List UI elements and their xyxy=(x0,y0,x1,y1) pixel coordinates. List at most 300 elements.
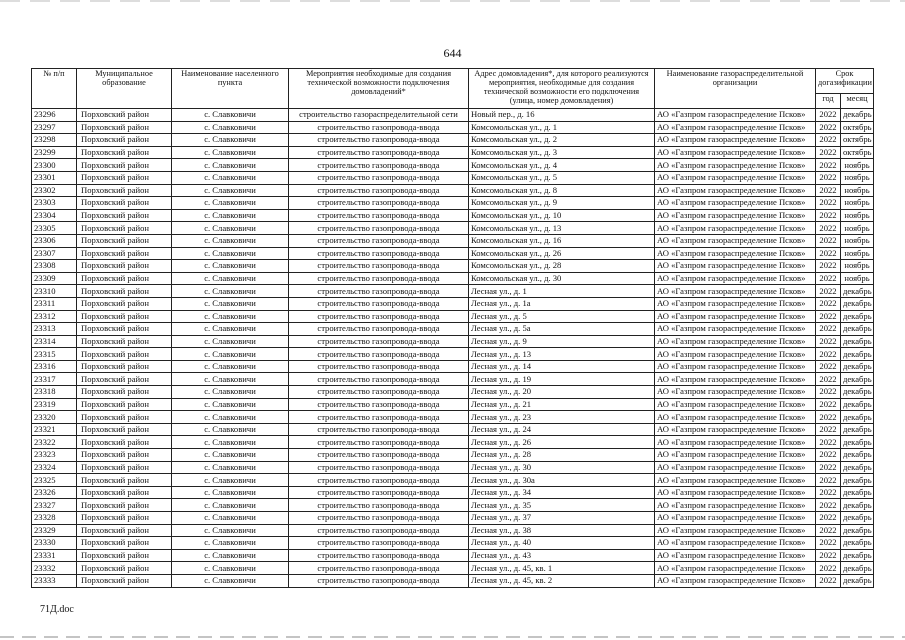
table-row xyxy=(32,272,874,285)
cell-address: Комсомольская ул., д. 8 xyxy=(469,184,655,197)
cell-activity: строительство газораспределительной сети xyxy=(289,109,469,122)
cell-municipality: Порховский район xyxy=(77,335,172,348)
cell-month: декабрь xyxy=(841,461,874,474)
cell-month: ноябрь xyxy=(841,184,874,197)
cell-year: 2022 xyxy=(816,360,841,373)
cell-year: 2022 xyxy=(816,423,841,436)
cell-month: ноябрь xyxy=(841,222,874,235)
cell-municipality: Порховский район xyxy=(77,222,172,235)
cell-month: ноябрь xyxy=(841,197,874,210)
cell-organization: АО «Газпром газораспределение Псков» xyxy=(655,260,816,273)
cell-number: 23320 xyxy=(32,411,77,424)
cell-activity: строительство газопровода-ввода xyxy=(289,335,469,348)
cell-year: 2022 xyxy=(816,373,841,386)
cell-activity: строительство газопровода-ввода xyxy=(289,171,469,184)
cell-organization: АО «Газпром газораспределение Псков» xyxy=(655,474,816,487)
table-row xyxy=(32,512,874,525)
cell-organization: АО «Газпром газораспределение Псков» xyxy=(655,499,816,512)
header-month: месяц xyxy=(841,94,874,109)
cell-activity: строительство газопровода-ввода xyxy=(289,323,469,336)
cell-settlement: с. Славковичи xyxy=(172,260,289,273)
cell-number: 23319 xyxy=(32,398,77,411)
cell-number: 23331 xyxy=(32,549,77,562)
cell-activity: строительство газопровода-ввода xyxy=(289,234,469,247)
cell-municipality: Порховский район xyxy=(77,310,172,323)
cell-month: декабрь xyxy=(841,323,874,336)
cell-settlement: с. Славковичи xyxy=(172,386,289,399)
cell-municipality: Порховский район xyxy=(77,159,172,172)
cell-number: 23297 xyxy=(32,121,77,134)
cell-number: 23322 xyxy=(32,436,77,449)
scan-edge-top xyxy=(0,0,905,2)
cell-number: 23306 xyxy=(32,234,77,247)
cell-municipality: Порховский район xyxy=(77,499,172,512)
cell-municipality: Порховский район xyxy=(77,209,172,222)
cell-address: Лесная ул., д. 26 xyxy=(469,436,655,449)
cell-settlement: с. Славковичи xyxy=(172,398,289,411)
cell-organization: АО «Газпром газораспределение Псков» xyxy=(655,121,816,134)
cell-address: Комсомольская ул., д. 28 xyxy=(469,260,655,273)
cell-number: 23296 xyxy=(32,109,77,122)
table-row xyxy=(32,524,874,537)
table-row xyxy=(32,184,874,197)
cell-month: ноябрь xyxy=(841,171,874,184)
cell-month: декабрь xyxy=(841,398,874,411)
cell-month: декабрь xyxy=(841,537,874,550)
table-body xyxy=(32,109,874,588)
cell-municipality: Порховский район xyxy=(77,461,172,474)
cell-municipality: Порховский район xyxy=(77,386,172,399)
table-row xyxy=(32,310,874,323)
cell-organization: АО «Газпром газораспределение Псков» xyxy=(655,234,816,247)
cell-number: 23312 xyxy=(32,310,77,323)
cell-organization: АО «Газпром газораспределение Псков» xyxy=(655,537,816,550)
cell-number: 23303 xyxy=(32,197,77,210)
footer-filename: 71Д.doc xyxy=(40,604,74,615)
table-row xyxy=(32,562,874,575)
cell-activity: строительство газопровода-ввода xyxy=(289,524,469,537)
cell-organization: АО «Газпром газораспределение Псков» xyxy=(655,209,816,222)
cell-year: 2022 xyxy=(816,121,841,134)
cell-settlement: с. Славковичи xyxy=(172,512,289,525)
cell-month: декабрь xyxy=(841,310,874,323)
table-row xyxy=(32,222,874,235)
table-row xyxy=(32,134,874,147)
cell-address: Лесная ул., д. 5а xyxy=(469,323,655,336)
cell-number: 23308 xyxy=(32,260,77,273)
cell-organization: АО «Газпром газораспределение Псков» xyxy=(655,373,816,386)
cell-address: Новый пер., д. 16 xyxy=(469,109,655,122)
cell-organization: АО «Газпром газораспределение Псков» xyxy=(655,146,816,159)
cell-municipality: Порховский район xyxy=(77,109,172,122)
cell-month: декабрь xyxy=(841,562,874,575)
cell-activity: строительство газопровода-ввода xyxy=(289,398,469,411)
cell-municipality: Порховский район xyxy=(77,197,172,210)
gasification-table xyxy=(31,68,874,588)
cell-activity: строительство газопровода-ввода xyxy=(289,499,469,512)
cell-organization: АО «Газпром газораспределение Псков» xyxy=(655,134,816,147)
table-row xyxy=(32,285,874,298)
cell-number: 23321 xyxy=(32,423,77,436)
cell-settlement: с. Славковичи xyxy=(172,449,289,462)
cell-month: октябрь xyxy=(841,134,874,147)
table-row xyxy=(32,486,874,499)
cell-settlement: с. Славковичи xyxy=(172,109,289,122)
table-row xyxy=(32,537,874,550)
cell-settlement: с. Славковичи xyxy=(172,537,289,550)
table-row xyxy=(32,348,874,361)
cell-address: Лесная ул., д. 34 xyxy=(469,486,655,499)
cell-activity: строительство газопровода-ввода xyxy=(289,260,469,273)
cell-settlement: с. Славковичи xyxy=(172,461,289,474)
cell-address: Лесная ул., д. 38 xyxy=(469,524,655,537)
cell-settlement: с. Славковичи xyxy=(172,549,289,562)
cell-settlement: с. Славковичи xyxy=(172,474,289,487)
cell-organization: АО «Газпром газораспределение Псков» xyxy=(655,297,816,310)
cell-activity: строительство газопровода-ввода xyxy=(289,348,469,361)
header-activities: Мероприятия необходимые для создания технической возможности подключения домовладений* xyxy=(289,69,469,109)
cell-settlement: с. Славковичи xyxy=(172,285,289,298)
cell-activity: строительство газопровода-ввода xyxy=(289,285,469,298)
cell-activity: строительство газопровода-ввода xyxy=(289,449,469,462)
cell-number: 23327 xyxy=(32,499,77,512)
cell-address: Лесная ул., д. 35 xyxy=(469,499,655,512)
cell-settlement: с. Славковичи xyxy=(172,146,289,159)
cell-organization: АО «Газпром газораспределение Псков» xyxy=(655,461,816,474)
cell-year: 2022 xyxy=(816,247,841,260)
cell-address: Комсомольская ул., д. 4 xyxy=(469,159,655,172)
cell-address: Комсомольская ул., д. 5 xyxy=(469,171,655,184)
cell-activity: строительство газопровода-ввода xyxy=(289,272,469,285)
cell-month: октябрь xyxy=(841,146,874,159)
cell-settlement: с. Славковичи xyxy=(172,360,289,373)
cell-month: ноябрь xyxy=(841,159,874,172)
cell-organization: АО «Газпром газораспределение Псков» xyxy=(655,222,816,235)
cell-month: декабрь xyxy=(841,297,874,310)
cell-organization: АО «Газпром газораспределение Псков» xyxy=(655,159,816,172)
cell-activity: строительство газопровода-ввода xyxy=(289,436,469,449)
cell-settlement: с. Славковичи xyxy=(172,423,289,436)
table-row xyxy=(32,574,874,587)
table-row xyxy=(32,423,874,436)
table-row xyxy=(32,436,874,449)
cell-organization: АО «Газпром газораспределение Псков» xyxy=(655,411,816,424)
cell-organization: АО «Газпром газораспределение Псков» xyxy=(655,486,816,499)
cell-month: ноябрь xyxy=(841,234,874,247)
cell-month: декабрь xyxy=(841,449,874,462)
cell-activity: строительство газопровода-ввода xyxy=(289,562,469,575)
cell-organization: АО «Газпром газораспределение Псков» xyxy=(655,272,816,285)
cell-address: Лесная ул., д. 43 xyxy=(469,549,655,562)
cell-month: ноябрь xyxy=(841,272,874,285)
cell-year: 2022 xyxy=(816,184,841,197)
cell-settlement: с. Славковичи xyxy=(172,411,289,424)
cell-municipality: Порховский район xyxy=(77,574,172,587)
cell-activity: строительство газопровода-ввода xyxy=(289,373,469,386)
cell-organization: АО «Газпром газораспределение Псков» xyxy=(655,512,816,525)
cell-year: 2022 xyxy=(816,272,841,285)
cell-number: 23333 xyxy=(32,574,77,587)
cell-organization: АО «Газпром газораспределение Псков» xyxy=(655,247,816,260)
cell-municipality: Порховский район xyxy=(77,297,172,310)
cell-number: 23302 xyxy=(32,184,77,197)
cell-year: 2022 xyxy=(816,297,841,310)
cell-activity: строительство газопровода-ввода xyxy=(289,146,469,159)
cell-organization: АО «Газпром газораспределение Псков» xyxy=(655,562,816,575)
table-row xyxy=(32,197,874,210)
cell-address: Лесная ул., д. 23 xyxy=(469,411,655,424)
cell-number: 23317 xyxy=(32,373,77,386)
cell-month: ноябрь xyxy=(841,260,874,273)
cell-municipality: Порховский район xyxy=(77,562,172,575)
cell-settlement: с. Славковичи xyxy=(172,247,289,260)
cell-organization: АО «Газпром газораспределение Псков» xyxy=(655,449,816,462)
cell-activity: строительство газопровода-ввода xyxy=(289,486,469,499)
cell-address: Комсомольская ул., д. 10 xyxy=(469,209,655,222)
cell-municipality: Порховский район xyxy=(77,449,172,462)
cell-month: декабрь xyxy=(841,512,874,525)
table-row xyxy=(32,373,874,386)
table-row xyxy=(32,234,874,247)
table-row xyxy=(32,323,874,336)
table-row xyxy=(32,461,874,474)
table-row xyxy=(32,247,874,260)
cell-municipality: Порховский район xyxy=(77,549,172,562)
header-organization: Наименование газораспределительной организации xyxy=(655,69,816,109)
cell-number: 23310 xyxy=(32,285,77,298)
cell-number: 23315 xyxy=(32,348,77,361)
cell-municipality: Порховский район xyxy=(77,121,172,134)
cell-number: 23301 xyxy=(32,171,77,184)
cell-month: декабрь xyxy=(841,499,874,512)
cell-number: 23298 xyxy=(32,134,77,147)
cell-number: 23326 xyxy=(32,486,77,499)
cell-address: Лесная ул., д. 40 xyxy=(469,537,655,550)
cell-address: Лесная ул., д. 30 xyxy=(469,461,655,474)
table-row xyxy=(32,171,874,184)
cell-settlement: с. Славковичи xyxy=(172,574,289,587)
cell-municipality: Порховский район xyxy=(77,272,172,285)
cell-municipality: Порховский район xyxy=(77,348,172,361)
cell-year: 2022 xyxy=(816,386,841,399)
cell-activity: строительство газопровода-ввода xyxy=(289,121,469,134)
cell-month: декабрь xyxy=(841,360,874,373)
cell-address: Лесная ул., д. 28 xyxy=(469,449,655,462)
cell-activity: строительство газопровода-ввода xyxy=(289,247,469,260)
cell-year: 2022 xyxy=(816,436,841,449)
cell-address: Комсомольская ул., д. 30 xyxy=(469,272,655,285)
header-settlement: Наименование населенного пункта xyxy=(172,69,289,109)
cell-number: 23316 xyxy=(32,360,77,373)
cell-municipality: Порховский район xyxy=(77,323,172,336)
cell-year: 2022 xyxy=(816,486,841,499)
cell-address: Лесная ул., д. 13 xyxy=(469,348,655,361)
cell-settlement: с. Славковичи xyxy=(172,184,289,197)
cell-activity: строительство газопровода-ввода xyxy=(289,159,469,172)
cell-activity: строительство газопровода-ввода xyxy=(289,310,469,323)
cell-address: Лесная ул., д. 14 xyxy=(469,360,655,373)
cell-organization: АО «Газпром газораспределение Псков» xyxy=(655,436,816,449)
cell-number: 23332 xyxy=(32,562,77,575)
cell-year: 2022 xyxy=(816,159,841,172)
cell-municipality: Порховский район xyxy=(77,436,172,449)
cell-year: 2022 xyxy=(816,474,841,487)
cell-municipality: Порховский район xyxy=(77,360,172,373)
table-row xyxy=(32,398,874,411)
cell-activity: строительство газопровода-ввода xyxy=(289,461,469,474)
cell-year: 2022 xyxy=(816,171,841,184)
cell-month: декабрь xyxy=(841,423,874,436)
cell-address: Комсомольская ул., д. 1 xyxy=(469,121,655,134)
table-row xyxy=(32,411,874,424)
page-number: 644 xyxy=(443,46,462,60)
cell-municipality: Порховский район xyxy=(77,537,172,550)
cell-municipality: Порховский район xyxy=(77,234,172,247)
cell-municipality: Порховский район xyxy=(77,184,172,197)
cell-number: 23304 xyxy=(32,209,77,222)
table-row xyxy=(32,386,874,399)
cell-settlement: с. Славковичи xyxy=(172,134,289,147)
cell-year: 2022 xyxy=(816,323,841,336)
cell-address: Лесная ул., д. 20 xyxy=(469,386,655,399)
cell-year: 2022 xyxy=(816,146,841,159)
scan-edge-bottom xyxy=(0,636,905,638)
table-row xyxy=(32,159,874,172)
cell-municipality: Порховский район xyxy=(77,247,172,260)
cell-number: 23311 xyxy=(32,297,77,310)
cell-address: Комсомольская ул., д. 26 xyxy=(469,247,655,260)
table-row xyxy=(32,499,874,512)
cell-settlement: с. Славковичи xyxy=(172,562,289,575)
cell-number: 23325 xyxy=(32,474,77,487)
cell-month: ноябрь xyxy=(841,247,874,260)
cell-year: 2022 xyxy=(816,537,841,550)
cell-year: 2022 xyxy=(816,109,841,122)
cell-organization: АО «Газпром газораспределение Псков» xyxy=(655,524,816,537)
cell-activity: строительство газопровода-ввода xyxy=(289,549,469,562)
cell-settlement: с. Славковичи xyxy=(172,272,289,285)
cell-activity: строительство газопровода-ввода xyxy=(289,134,469,147)
cell-organization: АО «Газпром газораспределение Псков» xyxy=(655,549,816,562)
header-year: год xyxy=(816,94,841,109)
cell-settlement: с. Славковичи xyxy=(172,499,289,512)
cell-number: 23309 xyxy=(32,272,77,285)
table-row xyxy=(32,260,874,273)
cell-municipality: Порховский район xyxy=(77,474,172,487)
cell-month: ноябрь xyxy=(841,209,874,222)
table-row xyxy=(32,474,874,487)
cell-number: 23299 xyxy=(32,146,77,159)
cell-month: октябрь xyxy=(841,121,874,134)
cell-settlement: с. Славковичи xyxy=(172,159,289,172)
cell-activity: строительство газопровода-ввода xyxy=(289,184,469,197)
cell-settlement: с. Славковичи xyxy=(172,310,289,323)
table-row xyxy=(32,209,874,222)
cell-organization: АО «Газпром газораспределение Псков» xyxy=(655,360,816,373)
cell-settlement: с. Славковичи xyxy=(172,335,289,348)
cell-activity: строительство газопровода-ввода xyxy=(289,197,469,210)
cell-month: декабрь xyxy=(841,436,874,449)
cell-settlement: с. Славковичи xyxy=(172,348,289,361)
cell-number: 23318 xyxy=(32,386,77,399)
cell-address: Комсомольская ул., д. 9 xyxy=(469,197,655,210)
table-row xyxy=(32,121,874,134)
cell-municipality: Порховский район xyxy=(77,512,172,525)
cell-settlement: с. Славковичи xyxy=(172,323,289,336)
cell-year: 2022 xyxy=(816,512,841,525)
cell-year: 2022 xyxy=(816,260,841,273)
cell-settlement: с. Славковичи xyxy=(172,234,289,247)
cell-organization: АО «Газпром газораспределение Псков» xyxy=(655,323,816,336)
cell-address: Комсомольская ул., д. 3 xyxy=(469,146,655,159)
cell-activity: строительство газопровода-ввода xyxy=(289,574,469,587)
cell-activity: строительство газопровода-ввода xyxy=(289,209,469,222)
cell-address: Лесная ул., д. 1а xyxy=(469,297,655,310)
cell-address: Лесная ул., д. 5 xyxy=(469,310,655,323)
cell-address: Лесная ул., д. 19 xyxy=(469,373,655,386)
cell-activity: строительство газопровода-ввода xyxy=(289,386,469,399)
cell-organization: АО «Газпром газораспределение Псков» xyxy=(655,574,816,587)
cell-year: 2022 xyxy=(816,549,841,562)
cell-month: декабрь xyxy=(841,411,874,424)
header-term: Срок догазификации xyxy=(816,69,874,94)
cell-settlement: с. Славковичи xyxy=(172,486,289,499)
cell-year: 2022 xyxy=(816,310,841,323)
cell-address: Комсомольская ул., д. 2 xyxy=(469,134,655,147)
cell-municipality: Порховский район xyxy=(77,398,172,411)
cell-month: декабрь xyxy=(841,524,874,537)
table-row xyxy=(32,109,874,122)
cell-month: декабрь xyxy=(841,386,874,399)
cell-year: 2022 xyxy=(816,222,841,235)
cell-month: декабрь xyxy=(841,348,874,361)
cell-organization: АО «Газпром газораспределение Псков» xyxy=(655,310,816,323)
header-address: Адрес домовладения*, для которого реализуются мероприятия, необходимые для создания технической возможности его подключения (улица, номер домовладения) xyxy=(469,69,655,109)
cell-activity: строительство газопровода-ввода xyxy=(289,360,469,373)
cell-municipality: Порховский район xyxy=(77,411,172,424)
cell-municipality: Порховский район xyxy=(77,423,172,436)
cell-activity: строительство газопровода-ввода xyxy=(289,474,469,487)
cell-organization: АО «Газпром газораспределение Псков» xyxy=(655,398,816,411)
cell-settlement: с. Славковичи xyxy=(172,209,289,222)
cell-year: 2022 xyxy=(816,524,841,537)
cell-address: Лесная ул., д. 9 xyxy=(469,335,655,348)
cell-address: Комсомольская ул., д. 13 xyxy=(469,222,655,235)
cell-settlement: с. Славковичи xyxy=(172,121,289,134)
cell-number: 23313 xyxy=(32,323,77,336)
cell-activity: строительство газопровода-ввода xyxy=(289,512,469,525)
cell-organization: АО «Газпром газораспределение Псков» xyxy=(655,348,816,361)
cell-year: 2022 xyxy=(816,209,841,222)
cell-year: 2022 xyxy=(816,197,841,210)
cell-organization: АО «Газпром газораспределение Псков» xyxy=(655,335,816,348)
cell-number: 23323 xyxy=(32,449,77,462)
cell-municipality: Порховский район xyxy=(77,486,172,499)
table-row xyxy=(32,335,874,348)
cell-address: Лесная ул., д. 45, кв. 2 xyxy=(469,574,655,587)
cell-organization: АО «Газпром газораспределение Псков» xyxy=(655,386,816,399)
cell-number: 23324 xyxy=(32,461,77,474)
cell-address: Лесная ул., д. 45, кв. 1 xyxy=(469,562,655,575)
table-row xyxy=(32,549,874,562)
table-row xyxy=(32,146,874,159)
cell-activity: строительство газопровода-ввода xyxy=(289,297,469,310)
cell-organization: АО «Газпром газораспределение Псков» xyxy=(655,171,816,184)
cell-month: декабрь xyxy=(841,285,874,298)
cell-municipality: Порховский район xyxy=(77,373,172,386)
cell-municipality: Порховский район xyxy=(77,146,172,159)
cell-settlement: с. Славковичи xyxy=(172,171,289,184)
